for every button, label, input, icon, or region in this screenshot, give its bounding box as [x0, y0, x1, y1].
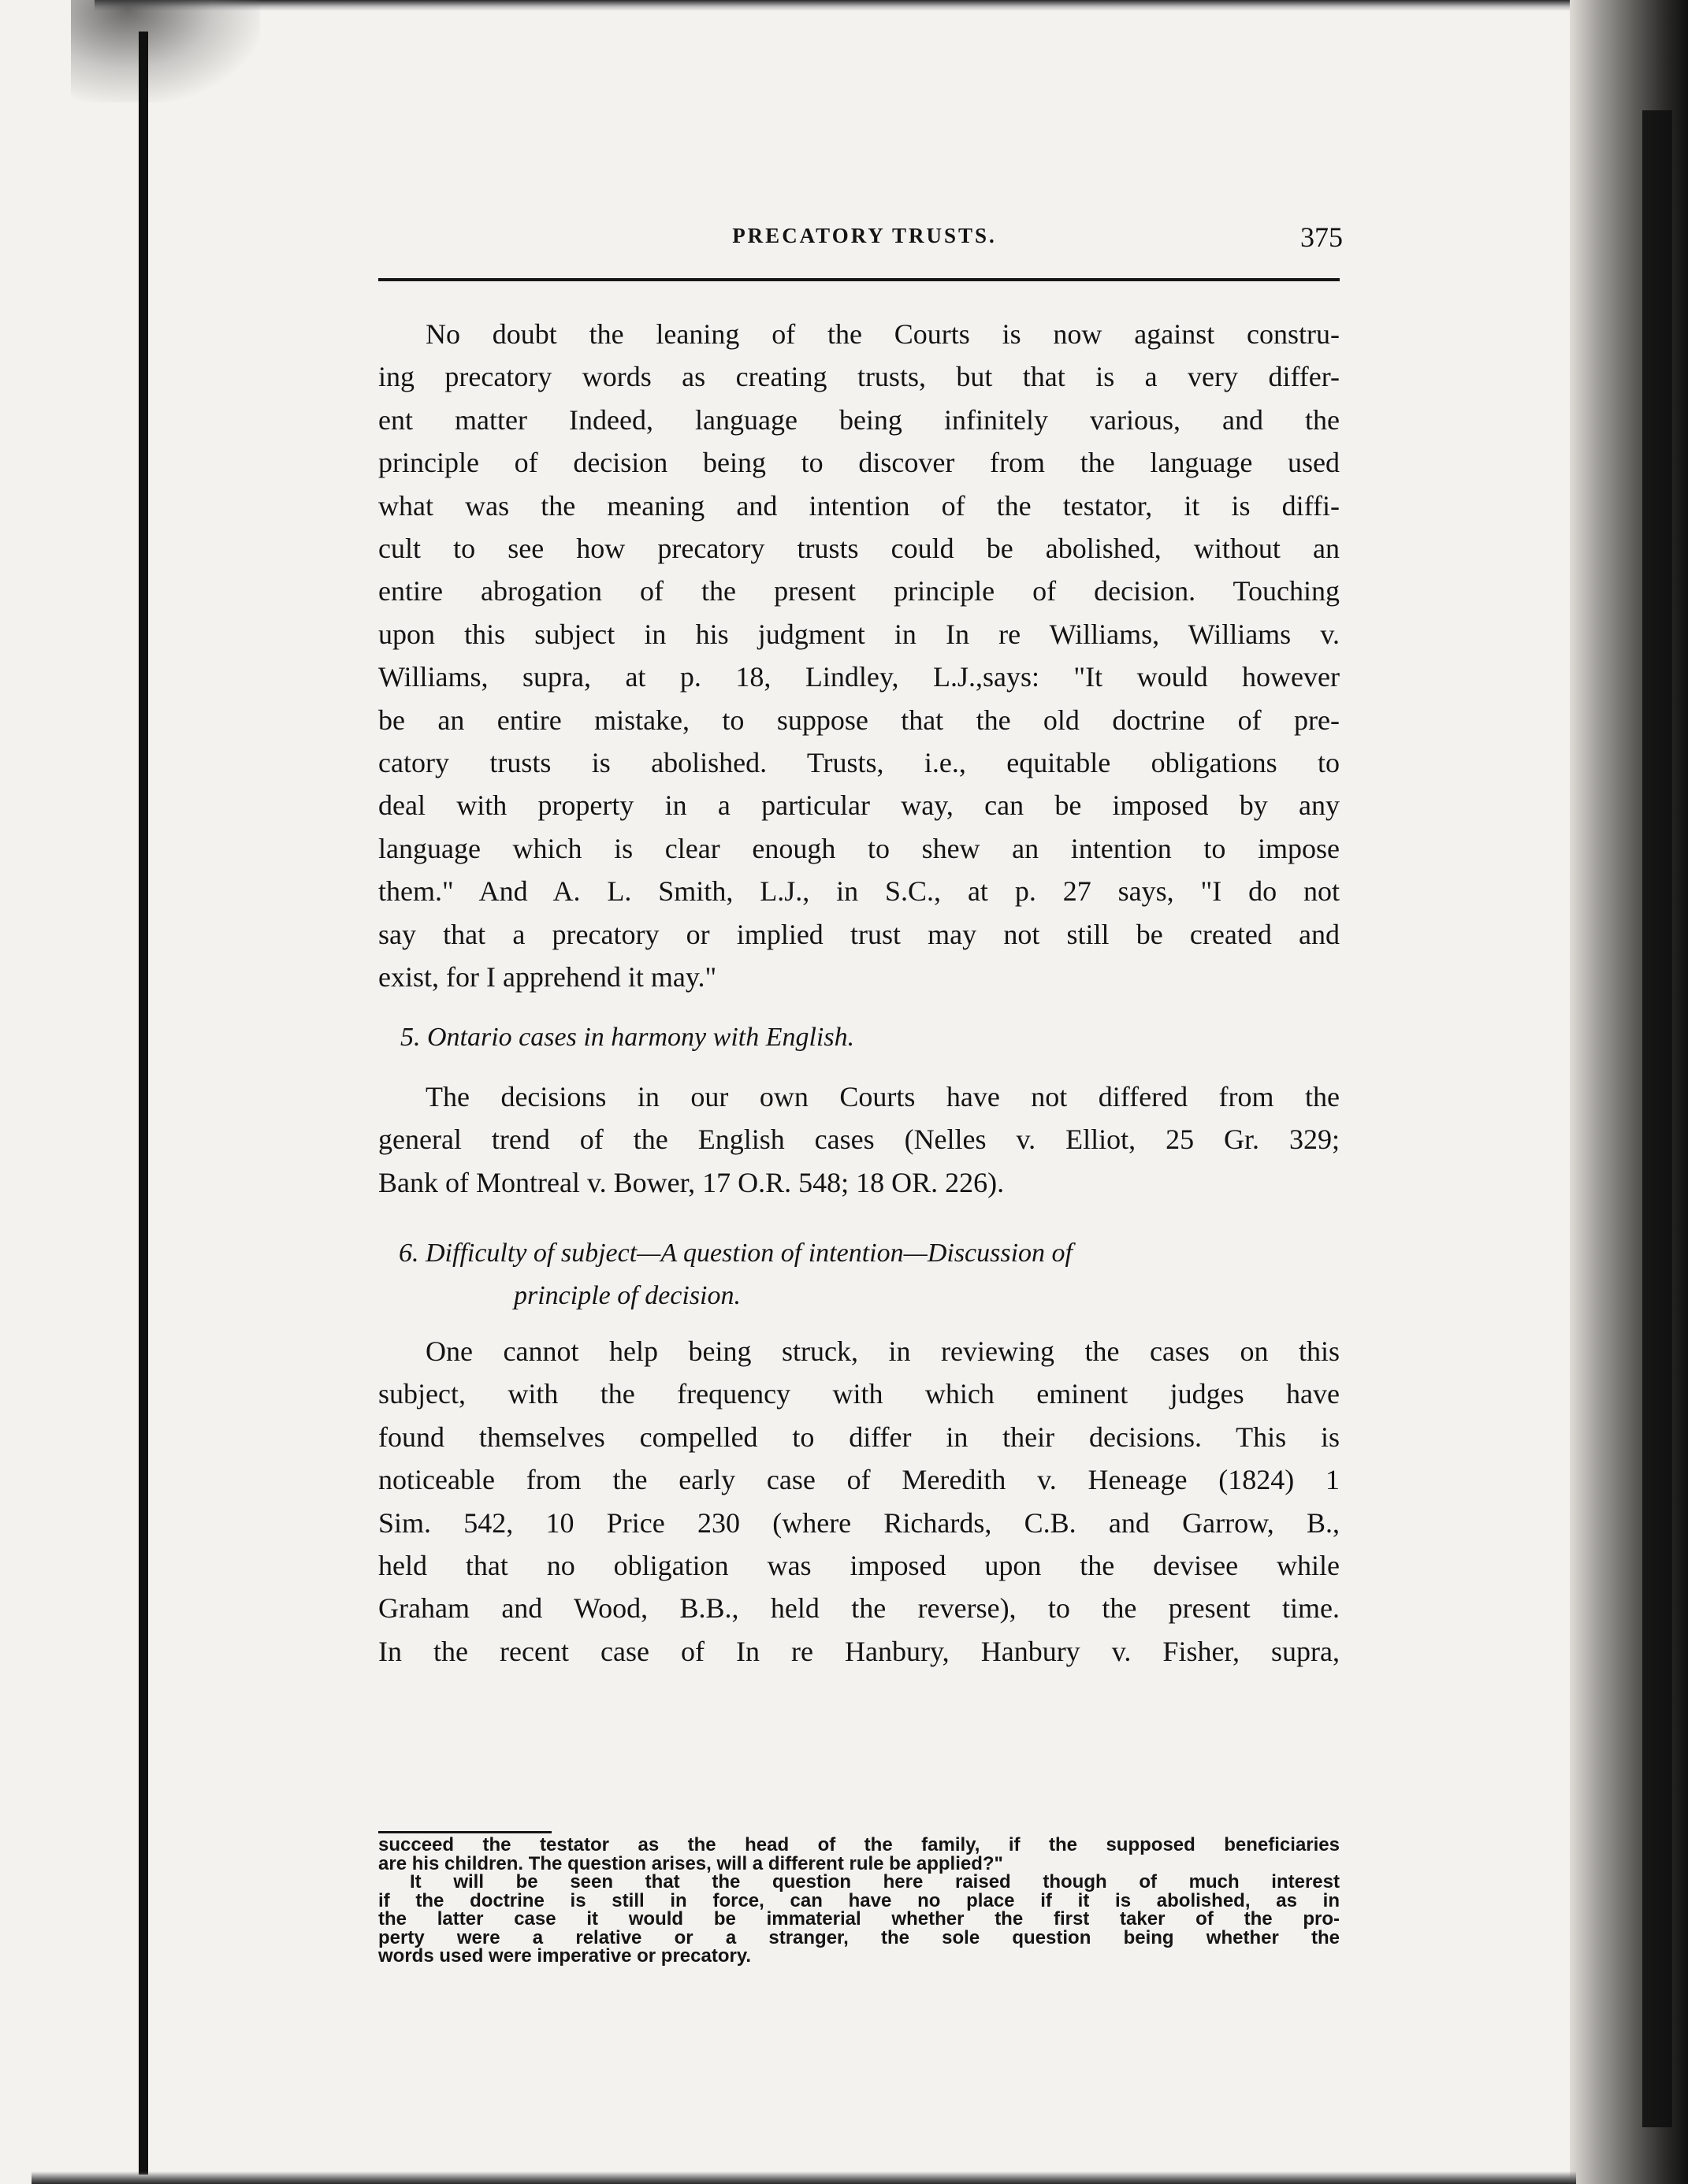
- section-heading-6-line: principle of decision.: [514, 1281, 742, 1310]
- text-line: held that no obligation was imposed upon the devisee while: [378, 1550, 1340, 1582]
- text-line: Graham and Wood, B.B., held the reverse), to the present time.: [378, 1592, 1340, 1625]
- text-line: general trend of the English cases (Nelles v. Elliot, 25 Gr. 329;: [378, 1124, 1340, 1156]
- text-line: catory trusts is abolished. Trusts, i.e., equitable obligations to: [378, 747, 1340, 779]
- section-heading-6: [399, 1232, 1073, 1317]
- section-heading-5: 5. Ontario cases in harmony with English.: [400, 1023, 855, 1052]
- text-line: Williams, supra, at p. 18, Lindley, L.J.,says: "It would however: [378, 661, 1340, 693]
- scan-right-shadow: [1642, 110, 1672, 2127]
- text-line: No doubt the leaning of the Courts is now against constru-: [426, 318, 1340, 350]
- paragraph-leaning-of-courts: [378, 313, 1340, 999]
- scan-bottom-edge: [32, 2171, 1576, 2184]
- text-line: cult to see how precatory trusts could be abolished, without an: [378, 533, 1340, 565]
- text-line: found themselves compelled to differ in their decisions. This is: [378, 1421, 1340, 1453]
- text-line: deal with property in a particular way, can be imposed by any: [378, 789, 1340, 822]
- text-line: what was the meaning and intention of the testator, it is diffi-: [378, 489, 1340, 522]
- paragraph-difficulty: [378, 1330, 1340, 1673]
- footnote-line: It will be seen that the question here raised though of much interest: [410, 1871, 1340, 1892]
- text-line: ent matter Indeed, language being infinitely various, and the: [378, 403, 1340, 436]
- section-heading-6-line: 6. Difficulty of subject—A question of intention—Discussion of: [399, 1239, 1073, 1268]
- paragraph-ontario-decisions: [378, 1075, 1340, 1204]
- text-line: One cannot help being struck, in reviewing the cases on this: [426, 1335, 1340, 1367]
- footnote-line: words used were imperative or precatory.: [378, 1945, 752, 1967]
- scan-top-edge: [95, 0, 1592, 11]
- text-line: exist, for I apprehend it may.": [378, 961, 717, 994]
- footnote-line: are his children. The question arises, will a different rule be applied?": [378, 1852, 1003, 1874]
- text-line: subject, with the frequency with which eminent judges have: [378, 1378, 1340, 1410]
- text-line: noticeable from the early case of Meredith v. Heneage (1824) 1: [378, 1464, 1340, 1496]
- footnote-rule: [378, 1831, 552, 1833]
- text-line: In the recent case of In re Hanbury, Hanbury v. Fisher, supra,: [378, 1635, 1340, 1667]
- text-line: be an entire mistake, to suppose that the old doctrine of pre-: [378, 704, 1340, 736]
- binding-edge: [139, 32, 148, 2175]
- text-line: upon this subject in his judgment in In re Williams, Williams v.: [378, 618, 1340, 650]
- text-line: The decisions in our own Courts have not differed from the: [426, 1081, 1340, 1112]
- footnote-line: if the doctrine is still in force, can have no place if it is abolished, as in: [378, 1889, 1340, 1911]
- text-line: Bank of Montreal v. Bower, 17 O.R. 548; 18 OR. 226).: [378, 1166, 1005, 1198]
- text-line: principle of decision being to discover from the language used: [378, 447, 1340, 479]
- footnote-line: the latter case it would be immaterial whether the first taker of the pro-: [378, 1908, 1340, 1930]
- text-line: say that a precatory or implied trust may not still be created and: [378, 918, 1340, 950]
- text-line: Sim. 542, 10 Price 230 (where Richards, C.B. and Garrow, B.,: [378, 1506, 1340, 1539]
- header-rule: [378, 278, 1340, 281]
- text-line: ing precatory words as creating trusts, but that is a very differ-: [378, 361, 1340, 393]
- running-head: PRECATORY TRUSTS.: [732, 224, 997, 247]
- footnote-line: perty were a relative or a stranger, the sole question being whether the: [378, 1926, 1340, 1948]
- text-line: entire abrogation of the present principle of decision. Touching: [378, 575, 1340, 607]
- scan-corner-shadow: [71, 0, 260, 102]
- footnotes: [378, 1836, 1340, 1966]
- text-line: language which is clear enough to shew an intention to impose: [378, 832, 1340, 864]
- text-line: them." And A. L. Smith, L.J., in S.C., at p. 27 says, "I do not: [378, 875, 1340, 908]
- footnote-line: succeed the testator as the head of the family, if the supposed beneficiaries: [378, 1834, 1340, 1855]
- page-number: 375: [1300, 221, 1343, 253]
